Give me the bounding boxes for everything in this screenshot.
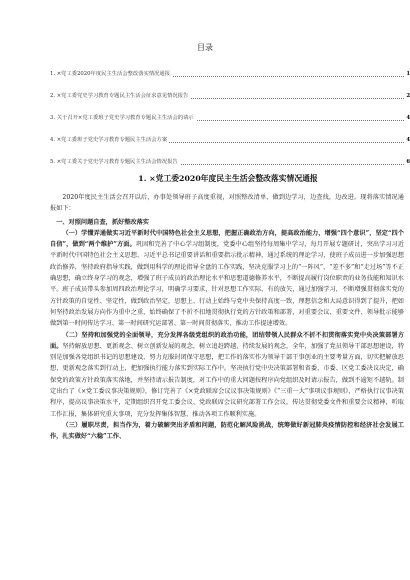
toc-item-page: 6 [406,159,410,165]
subsection-lead: （三）履职尽责，担当作为，着力破解突出矛盾和问题，防范化解风险挑战，统筹做好新冠肺炎疫情防控和经济社会发展工作，扎实做好“六稳”工作、 [50,421,404,441]
subsection-lead: （一）学懂弄通做实习近平新时代中国特色社会主义思想，把握正确政治方向，提高政治能力，增强“四个意识”，坚定“四个自信”，做到“两个维护”方面。 [50,229,404,249]
paragraph-text: 坚持解放思想、更新观念、树立创新发展的观念，树立追赶跨越、持续发展的观念，全年，加强了党员领导干部思想建设，特别是加强各党组织书记的思想建设，努力克服封闭保守思想，把工作的落实作为领导干部干事创业的主要考量方面，切实把解放思想、更新观念落实到行动上，把加强执行能力落实到实际工作中。坚决执行党中央决策部署和省委、市委、区党工委决议决定，确保党的政策方针政策落实落地，并坚持请示报告制度，对工作中的重大问题按程序向党组织及时请示报告，做到不逾矩不越轨。制定出台了《×党工委议事决策规则》，修订完善了《×党政联席会议议事决策规则》《“三重一大”事项议事规则》，严格执行议事决策程序，提高议事决策水平，定期组织召开党工委会议、党政联席会议研究部署工作会议，传达贯彻党委文件和重要会议精神，听取工作汇报，集体研究重大事项，充分发挥集体智慧，推动各项工作顺利实施。 [50,342,404,418]
body-paragraph [50,228,404,330]
body-paragraph [50,420,404,443]
toc-item[interactable] [50,112,410,133]
section-heading: 一、对照问题自查，抓好整改落实 [56,218,149,226]
toc-item-text: 1. ×党工委2020年度民主生活会整改落实情况通报 [50,71,171,77]
toc-item-text: 3. 关于召开×党工委班子党史学习教育专题民主生活会的请示 [50,115,194,121]
toc-item-page: 2 [406,93,410,99]
toc-item-text: 5. ×党工委关于党史学习教育专题民主生活会情况报告 [50,159,178,165]
document-title: 1. ×党工委2020年度民主生活会整改落实情况通报 [138,174,318,183]
toc-item-text: 4. ×党工委班子党史学习教育专题民主生活会方案 [50,137,168,143]
toc-item[interactable] [50,134,410,155]
body-paragraph [50,330,404,420]
paragraph-text: 巩固和完善了中心学习组制度，党委中心组坚持每周集中学习，每月开展专题研讨，突出学习习近平新时代中国特色社会主义思想、习近平总书记重要讲话和重要指示批示精神，通过系统的理论学习，使班子成员进一步加强思想政治修养，坚持政府指导实践，做到用科学的理论指导全盘的工作实践，坚决克服学习上的“一阵风”、“差不多”和“走过场”等不正确思想，确立终身学习的观念，增强了班子成员的政治理论水平和思想道德修养水平，不断提高履行岗位职责的业务技能和知识水平。班子成员带头参加周四政治理论学习，明确学习要求，针对思想工作实际，有的放矢，通过加强学习，不断增强贯彻落实党的方针政策的自觉性、坚定性，做到政治坚定，思想上、行动上始终与党中央保持高度一致，理想信念和大局意识得到了提升，把如何坚持政治发展方向作为重中之重，始终确保了不折不扣地贯彻执行党的方针政策和部署，对重要会议、重要文件、领导批示能够做到第一时间传达学习、第一时间研究运部署、第一时间贯彻落实，推动工作提速增效。 [50,241,404,328]
toc-item-page: 1 [406,71,410,77]
toc-item-page: 4 [406,137,410,143]
toc-item[interactable] [50,90,410,111]
document-body [50,192,404,443]
subsection-lead: （二）坚持和加强党的全面领导，充分发挥各级党组织的政治功能，团结带领人民群众不折不扣贯彻落实党中央决策部署方面。 [50,331,404,350]
table-of-contents [50,68,410,178]
toc-item-page: 4 [406,115,410,121]
toc-title: 目录 [197,43,213,52]
toc-item-text: 2. ×党工委党史学习教育专题民主生活会征求意见情况报告 [50,93,189,99]
intro-paragraph: 2020年度民主生活会召开以后，办事处领导班子高度重视，对照整改清单，做到边学习，边查找，边改进。现将落实情况通报如下： [50,194,404,213]
toc-item[interactable] [50,68,410,89]
